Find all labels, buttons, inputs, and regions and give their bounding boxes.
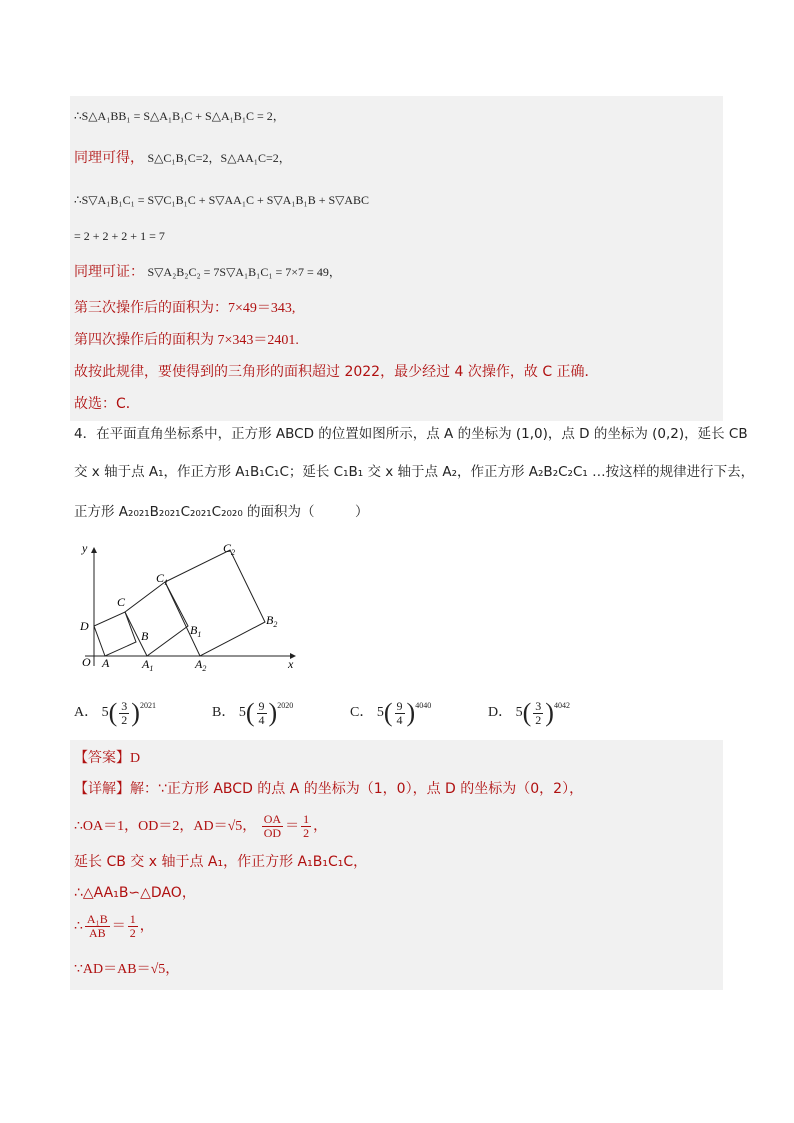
question-line-2: 交 x 轴于点 A₁，作正方形 A₁B₁C₁C；延长 C₁B₁ 交 x 轴于点 A₂，作正方形 A₂B₂C₂C₁ …按这样的规律进行下去， <box>74 464 755 480</box>
label-b2: $B_2$ <box>266 613 278 629</box>
label-y: y <box>82 541 88 555</box>
question-line-3: 正方形 A₂₀₂₁B₂₀₂₁C₂₀₂₁C₂₀₂₀ 的面积为（ ） <box>74 504 369 520</box>
solution-line-2 <box>74 148 291 169</box>
label-b: B <box>141 629 149 643</box>
label-a: A <box>102 656 110 670</box>
solution-line-2-math: S△C₁B₁C=2，S△AA₁C=2， <box>147 151 291 165</box>
answer-label: 【答案】 <box>74 750 130 766</box>
detail-line-3: 延长 CB 交 x 轴于点 A₁，作正方形 A₁B₁C₁C， <box>74 854 368 870</box>
solution-line-1: ∴S△A₁BB₁ = S△A₁B₁C + S△A₁B₁C = 2， <box>74 109 285 123</box>
solution-line-6-label: 第三次操作后的面积为： <box>74 300 228 316</box>
label-d: D <box>80 619 89 633</box>
answer-line <box>74 748 140 769</box>
detail-text-1: 解：∵正方形 ABCD 的点 A 的坐标为（1，0），点 D 的坐标为（0，2）， <box>130 781 584 797</box>
detail-line-4: ∴△AA₁B∽△DAO， <box>74 885 196 901</box>
square-abcd <box>94 612 136 656</box>
label-x: x <box>288 657 294 671</box>
option-b[interactable]: B． 5( $\frac{9}{4}$ )$^{2020}$ <box>212 698 294 727</box>
solution-line-6 <box>74 298 295 319</box>
solution-line-7-label: 第四次操作后的面积为 <box>74 332 214 348</box>
solution-line-2-prefix: 同理可得， <box>74 150 144 166</box>
solution-line-7-value: 7×343＝2401. <box>217 333 299 348</box>
solution-line-6-value: 7×49＝343, <box>228 301 296 316</box>
option-a[interactable]: A． 5( $\frac{3}{2}$ )$^{2021}$ <box>74 698 156 727</box>
question-line-1: 4．在平面直角坐标系中，正方形 ABCD 的位置如图所示，点 A 的坐标为 (1,0)，点 D 的坐标为 (0,2)，延长 CB <box>74 426 748 442</box>
square-a1b1c1c <box>125 582 188 656</box>
solution-line-8: 故按此规律，要使得到的三角形的面积超过 2022，最少经过 4 次操作，故 C 正确． <box>74 364 599 380</box>
detail-line-6: ∵AD＝AB＝√5， <box>74 962 180 977</box>
solution-line-5 <box>74 262 341 283</box>
detail-line-5: ∴ $\frac{\text{A₁B}}{AB}$ ＝ $\frac{1}{2}$ ， <box>74 912 154 941</box>
solution-line-5-math: S▽A₂B₂C₂ = 7S▽A₁B₁C₁ = 7×7 = 49， <box>147 265 341 279</box>
solution-line-9: 故选：C． <box>74 396 140 412</box>
label-c1: $C_1$ <box>156 571 169 587</box>
label-o: O <box>82 655 91 669</box>
label-a1: $A_1$ <box>142 657 154 673</box>
option-c[interactable]: C． 5( $\frac{9}{4}$ )$^{4040}$ <box>350 698 432 727</box>
detail-line-2: ∴OA＝1，OD＝2，AD＝√5， $\frac{OA}{OD}$ ＝ $\frac{1}{2}$ ， <box>74 812 328 841</box>
solution-line-4: = 2 + 2 + 2 + 1 = 7 <box>74 229 165 243</box>
label-b1: $B_1$ <box>190 623 202 639</box>
coordinate-figure <box>70 538 310 678</box>
answer-value: D <box>130 751 141 766</box>
solution-line-7 <box>74 330 299 351</box>
solution-line-3: ∴S▽A₁B₁C₁ = S▽C₁B₁C + S▽AA₁C + S▽A₁B₁B + S▽ABC <box>74 193 370 207</box>
label-c2: $C_2$ <box>223 541 236 557</box>
label-a2: $A_2$ <box>195 657 207 673</box>
square-a2b2c2c1 <box>165 550 265 656</box>
label-c: C <box>117 595 126 609</box>
solution-line-5-prefix: 同理可证： <box>74 264 144 280</box>
detail-label: 【详解】 <box>74 781 130 797</box>
option-d[interactable]: D． 5( $\frac{3}{2}$ )$^{4042}$ <box>488 698 570 727</box>
detail-line-1 <box>74 779 583 799</box>
